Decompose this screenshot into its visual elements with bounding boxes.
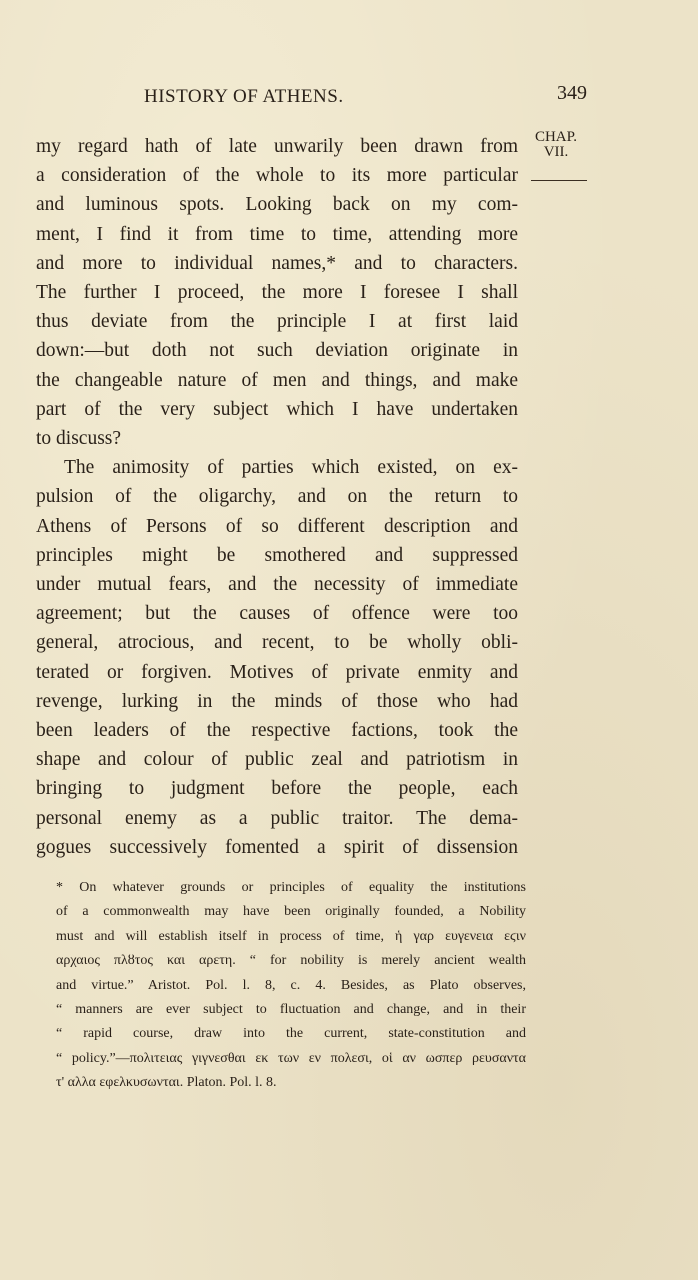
footnote-line: must and will establish itself in process of time, ἡ γαρ ευγενεια εϛιν: [56, 928, 526, 944]
chapter-marginal-note: [526, 130, 586, 181]
footnote-line: “ rapid course, draw into the current, state-constitution and: [56, 1026, 526, 1042]
text-line: ment, I find it from time to time, attending more: [36, 223, 518, 245]
chapter-label: CHAP.: [534, 129, 578, 145]
footnote-line: “ manners are ever subject to fluctuation and change, and in their: [56, 1002, 526, 1018]
text-line: and more to individual names,* and to characters.: [36, 252, 518, 274]
text-line: pulsion of the oligarchy, and on the return to: [36, 486, 518, 508]
page-number: 349: [557, 82, 587, 104]
text-line: The further I proceed, the more I foresee I shall: [36, 282, 518, 304]
running-head: HISTORY OF ATHENS.: [144, 86, 344, 107]
footnote-line: and virtue.” Aristot. Pol. l. 8, c. 4. Besides, as Plato observes,: [56, 977, 526, 993]
footnote-line: “ policy.”—πολιτειας γιγνεσθαι εκ των εν πολεσι, οἱ αν ωσπερ ρευσαντα: [56, 1050, 526, 1066]
text-line: shape and colour of public zeal and patriotism in: [36, 749, 518, 771]
text-line: Athens of Persons of so different description and: [36, 515, 518, 537]
text-line: to discuss?: [36, 428, 122, 450]
footnote-line: αρχαιος πλȣτος και αρετη. “ for nobility is merely ancient wealth: [56, 953, 526, 969]
text-line: a consideration of the whole to its more particular: [36, 165, 518, 187]
footnote-line: of a commonwealth may have been originally founded, a Nobility: [56, 904, 526, 920]
paragraph-start-line: The animosity of parties which existed, on ex-: [64, 457, 518, 479]
text-line: my regard hath of late unwarily been drawn from: [36, 136, 518, 157]
text-line: and luminous spots. Looking back on my com-: [36, 194, 518, 216]
text-line: general, atrocious, and recent, to be wholly obli-: [36, 632, 518, 654]
text-line: personal enemy as a public traitor. The dema-: [36, 807, 518, 829]
text-line: thus deviate from the principle I at first laid: [36, 311, 518, 333]
text-line: part of the very subject which I have undertaken: [36, 398, 518, 420]
text-line: principles might be smothered and suppressed: [36, 544, 518, 566]
footnote-line: τ' αλλα εφελκυσωνται. Platon. Pol. l. 8.: [56, 1075, 277, 1091]
text-line: agreement; but the causes of offence were too: [36, 603, 518, 625]
text-line: gogues successively fomented a spirit of dissension: [36, 836, 518, 858]
text-line: been leaders of the respective factions, took the: [36, 720, 518, 742]
text-line: under mutual fears, and the necessity of immediate: [36, 574, 518, 596]
text-line: revenge, lurking in the minds of those who had: [36, 690, 518, 712]
footnote: [56, 876, 526, 1096]
text-line: down:—but doth not such deviation originate in: [36, 340, 518, 362]
body-text: [36, 132, 518, 862]
footnote-line: * On whatever grounds or principles of equality the institutions: [56, 880, 526, 895]
text-line: the changeable nature of men and things, and make: [36, 369, 518, 391]
chapter-number: VII.: [543, 144, 569, 160]
chapter-rule: [531, 180, 587, 181]
text-line: terated or forgiven. Motives of private enmity and: [36, 661, 518, 683]
text-line: bringing to judgment before the people, each: [36, 778, 518, 800]
